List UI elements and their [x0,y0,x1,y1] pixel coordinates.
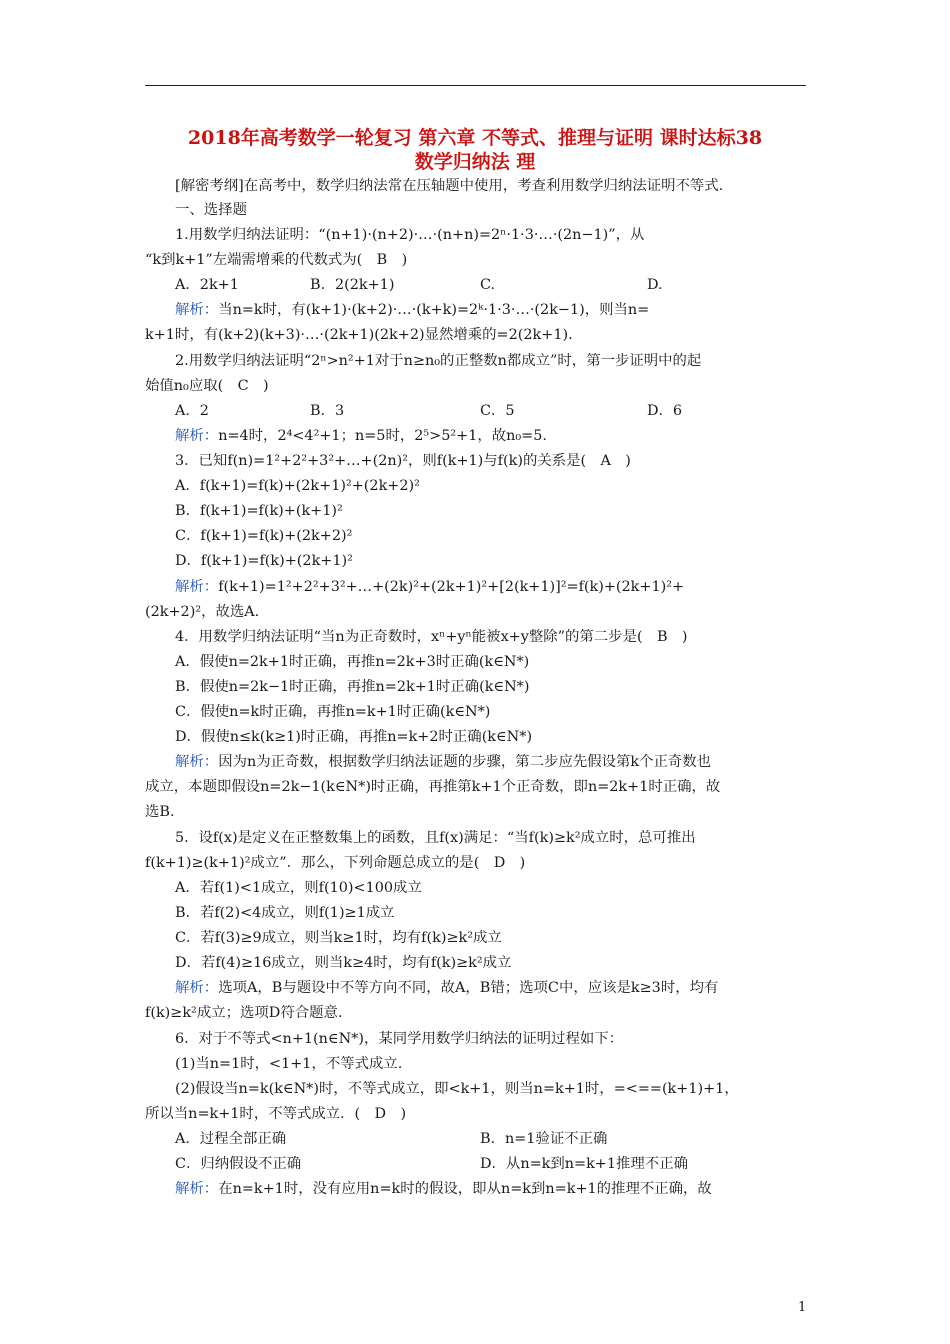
q6-proof-step2-cont: 所以当n=k+1时，不等式成立．( D ) [145,1106,407,1122]
q4-option-a: A．假使n=2k+1时正确，再推n=2k+3时正确(k∈N*) [175,654,530,670]
explanation-label: 解析： [175,302,219,318]
q6-explanation-text: 在n=k+1时，没有应用n=k时的假设，即从n=k到n=k+1的推理不正确，故 [218,1181,712,1197]
q1-option-d: D. [647,277,663,293]
q2-explanation [175,426,547,446]
q2-option-c: C．5 [480,403,515,419]
q6-option-a: A．过程全部正确 [175,1131,287,1147]
q3-option-a: A．f(k+1)=f(k)+(2k+1)²+(2k+2)² [175,478,420,494]
q2-stem: 2.用数学归纳法证明“2ⁿ>n²+1对于n≥n₀的正整数n都成立”时，第一步证明中的起 [175,353,702,369]
page-number: 1 [798,1300,807,1315]
q4-explanation-text: 因为n为正奇数，根据数学归纳法证题的步骤，第二步应先假设第k个正奇数也 [218,754,712,770]
page-title: 2018年高考数学一轮复习 第六章 不等式、推理与证明 课时达标38 [187,127,763,149]
q5-option-b: B．若f(2)<4成立，则f(1)≥1成立 [175,905,395,921]
q1-stem-cont: “k到k+1”左端需增乘的代数式为( B ) [145,252,408,268]
q1-option-a: A．2k+1 [175,277,239,293]
explanation-label: 解析： [175,579,219,595]
q6-proof-step2: (2)假设当n=k(k∈N*)时，不等式成立，即<k+1，则当n=k+1时，=<==(k+1)+1， [175,1081,739,1097]
q3-option-b: B．f(k+1)=f(k)+(k+1)² [175,503,343,519]
q4-stem: 4．用数学归纳法证明“当n为正奇数时，xⁿ+yⁿ能被x+y整除”的第二步是( B ) [175,629,688,645]
q1-option-c: C. [480,277,496,293]
q4-option-c: C．假使n=k时正确，再推n=k+1时正确(k∈N*) [175,704,491,720]
q2-explanation-text: n=4时，2⁴<4²+1；n=5时，2⁵>5²+1，故n₀=5. [218,428,547,444]
q5-option-a: A．若f(1)<1成立，则f(10)<100成立 [175,880,422,896]
q6-option-c: C．归纳假设不正确 [175,1156,302,1172]
q6-option-b: B．n=1验证不正确 [480,1131,608,1147]
q6-stem: 6．对于不等式<n+1(n∈N*)，某同学用数学归纳法的证明过程如下： [175,1031,624,1047]
section-heading: 一、选择题 [175,202,247,218]
q2-option-b: B．3 [310,403,345,419]
q1-explanation-text: 当n=k时，有(k+1)·(k+2)·…·(k+k)=2ᵏ·1·3·…·(2k−1)，则当n= [218,302,650,318]
q1-stem: 1.用数学归纳法证明：“(n+1)·(n+2)·…·(n+n)=2ⁿ·1·3·…·(2n−1)”，从 [175,227,645,243]
q1-option-b: B．2(2k+1) [310,277,395,293]
q4-explanation-cont2: 选B. [145,804,175,820]
q3-explanation-cont: (2k+2)²，故选A. [145,604,260,620]
q5-option-c: C．若f(3)≥9成立，则当k≥1时，均有f(k)≥k²成立 [175,930,502,946]
q3-option-c: C．f(k+1)=f(k)+(2k+2)² [175,528,353,544]
q4-option-d: D．假使n≤k(k≥1)时正确，再推n=k+2时正确(k∈N*) [175,729,533,745]
q3-explanation [175,577,684,597]
q6-proof-step1: (1)当n=1时，<1+1，不等式成立. [175,1056,403,1072]
explanation-label: 解析： [175,428,219,444]
q3-stem: 3．已知f(n)=1²+2²+3²+…+(2n)²，则f(k+1)与f(k)的关系是( A ) [175,453,631,469]
q4-explanation [175,752,711,772]
q6-option-d: D．从n=k到n=k+1推理不正确 [480,1156,688,1172]
explanation-label: 解析： [175,980,219,996]
q5-explanation [175,978,718,998]
q6-explanation [175,1179,712,1199]
q5-stem-cont: f(k+1)≥(k+1)²成立”．那么，下列命题总成立的是( D ) [145,855,526,871]
q2-stem-cont: 始值n₀应取( C ) [145,378,269,394]
page-title-line2: 数学归纳法 理 [414,151,536,173]
q4-option-b: B．假使n=2k−1时正确，再推n=2k+1时正确(k∈N*) [175,679,530,695]
q2-option-a: A．2 [175,403,209,419]
q5-explanation-cont: f(k)≥k²成立；选项D符合题意. [145,1005,343,1021]
q3-explanation-text: f(k+1)=1²+2²+3²+…+(2k)²+(2k+1)²+[2(k+1)]²=f(k)+(2k+1)²+ [218,579,685,595]
q5-stem: 5．设f(x)是定义在正整数集上的函数，且f(x)满足：“当f(k)≥k²成立时，总可推出 [175,830,696,846]
q1-explanation [175,300,649,320]
q5-explanation-text: 选项A，B与题设中不等方向不同，故A，B错；选项C中，应该是k≥3时，均有 [218,980,719,996]
explanation-label: 解析： [175,754,219,770]
explanation-label: 解析： [175,1181,219,1197]
header-rule [145,85,806,86]
q4-explanation-cont: 成立，本题即假设n=2k−1(k∈N*)时正确，再推第k+1个正奇数，即n=2k+1时正确，故 [145,779,721,795]
q3-option-d: D．f(k+1)=f(k)+(2k+1)² [175,553,353,569]
q5-option-d: D．若f(4)≥16成立，则当k≥4时，均有f(k)≥k²成立 [175,955,512,971]
intro-text: [解密考纲]在高考中，数学归纳法常在压轴题中使用，考查利用数学归纳法证明不等式. [175,178,724,194]
q2-option-d: D．6 [647,403,683,419]
q1-explanation-cont: k+1时，有(k+2)(k+3)·…·(2k+1)(2k+2)显然增乘的=2(2k+1). [145,327,573,343]
